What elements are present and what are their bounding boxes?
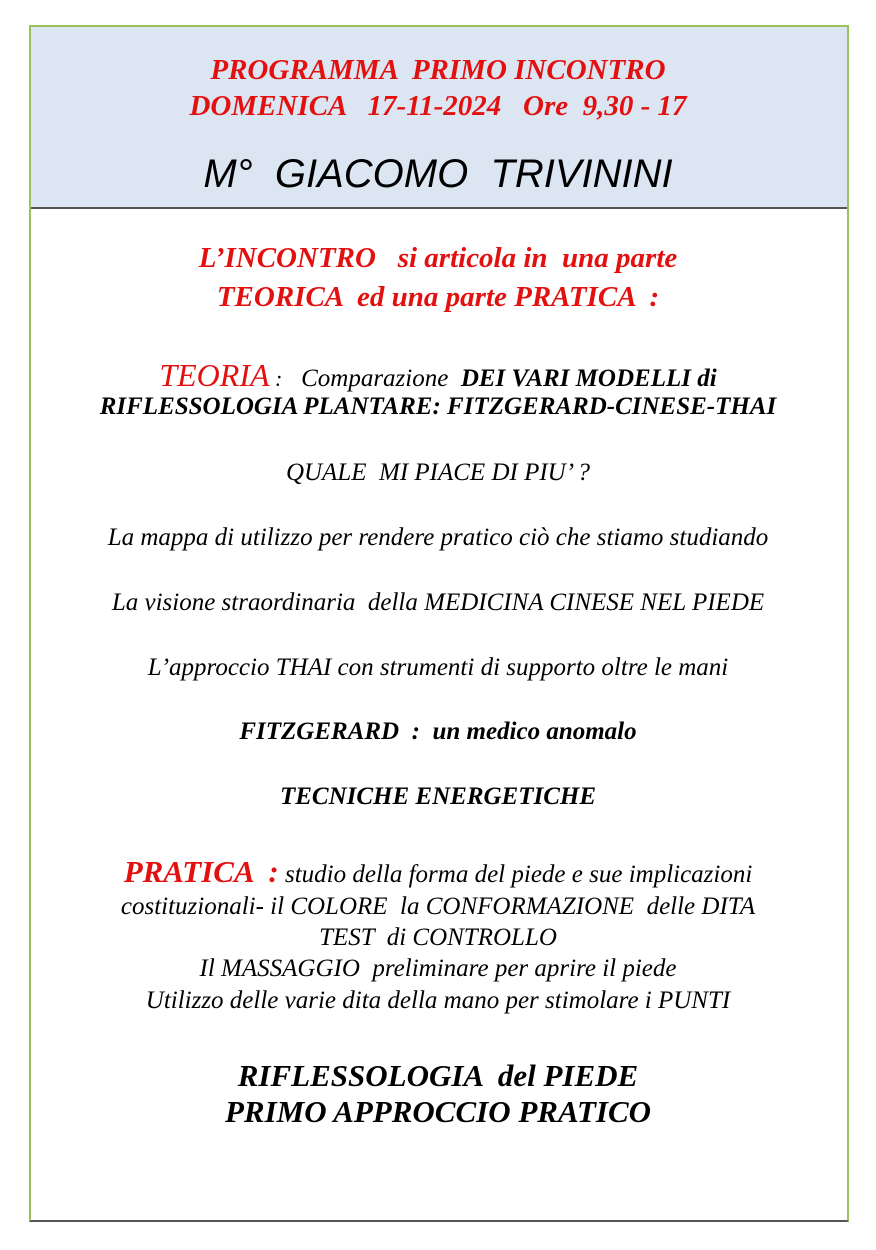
theory-item: L’approccio THAI con strumenti di supporto oltre le mani xyxy=(147,654,729,681)
intro-line-2: TEORICA ed una parte PRATICA : xyxy=(216,281,660,313)
theory-label: TEORIA xyxy=(159,357,270,393)
date-time-line: DOMENICA 17-11-2024 Ore 9,30 - 17 xyxy=(189,90,687,122)
intro-line-1: L’INCONTRO si articola in una parte xyxy=(198,242,678,274)
theory-separator: : xyxy=(269,366,283,391)
theory-heading xyxy=(0,357,876,394)
theory-item: QUALE MI PIACE DI PIU’ ? xyxy=(285,459,591,486)
theory-text-bold: DEI VARI MODELLI di xyxy=(460,365,717,392)
theory-line-2: RIFLESSOLOGIA PLANTARE: FITZGERARD-CINESE-THAI xyxy=(99,393,777,420)
closing-line-1: RIFLESSOLOGIA del PIEDE xyxy=(237,1058,639,1093)
theory-text-plain: Comparazione xyxy=(282,365,461,392)
practice-line: Il MASSAGGIO preliminare per aprire il piede xyxy=(199,955,677,982)
closing-line-2: PRIMO APPROCCIO PRATICO xyxy=(224,1094,652,1129)
practice-label: PRATICA xyxy=(123,854,253,889)
theory-item: FITZGERARD : un medico anomalo xyxy=(239,718,637,745)
practice-line: Utilizzo delle varie dita della mano per stimolare i PUNTI xyxy=(145,987,731,1014)
page-frame xyxy=(29,25,849,1222)
practice-line-1: studio della forma del piede e sue implicazioni xyxy=(278,861,753,888)
theory-item: TECNICHE ENERGETICHE xyxy=(279,783,597,810)
teacher-name: M° GIACOMO TRIVININI xyxy=(203,152,673,196)
practice-line: costituzionali- il COLORE la CONFORMAZIONE delle DITA xyxy=(120,893,756,920)
practice-separator: : xyxy=(252,854,279,889)
program-title: PROGRAMMA PRIMO INCONTRO xyxy=(210,54,666,86)
practice-heading xyxy=(0,854,876,890)
theory-item: La mappa di utilizzo per rendere pratico ciò che stiamo studiando xyxy=(107,524,769,551)
practice-line: TEST di CONTROLLO xyxy=(319,924,557,951)
theory-item: La visione straordinaria della MEDICINA CINESE NEL PIEDE xyxy=(111,589,765,616)
